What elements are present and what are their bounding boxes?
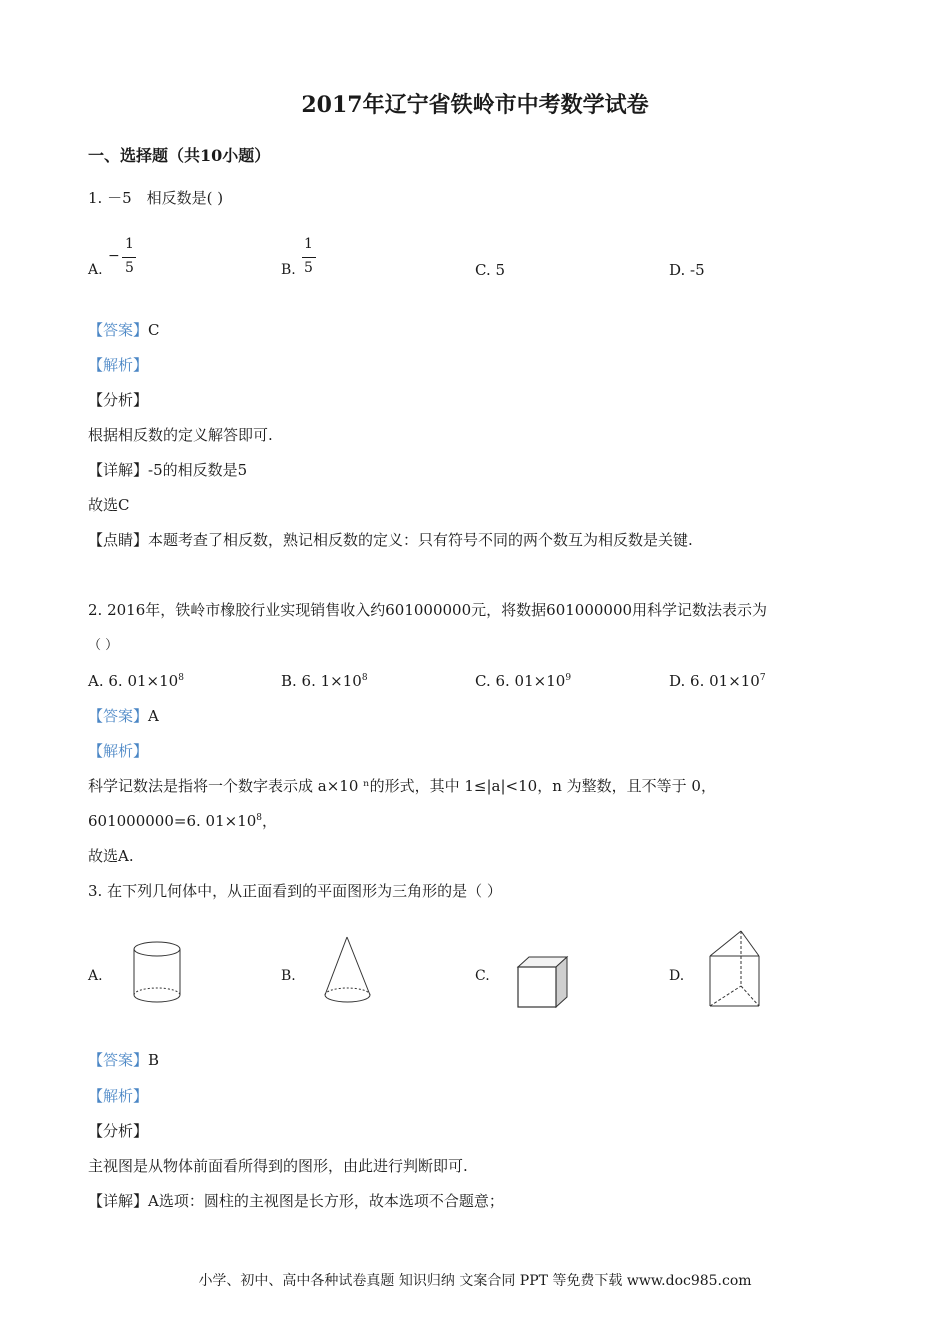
q2-choose: 故选A. (88, 847, 134, 865)
question-2-stem: 2. 2016年，铁岭市橡胶行业实现销售收入约601000000元，将数据601000000用科学记数法表示为 (88, 601, 768, 619)
q2-answer: 【答案】A (88, 707, 159, 725)
q3-option-c-label: C. (475, 968, 490, 984)
q2-analysis-line-2: 601000000=6. $01\times 10^8$， (88, 812, 278, 830)
q1-fenxi: 根据相反数的定义解答即可. (88, 426, 273, 444)
q1-answer: 【答案】C (88, 321, 160, 339)
q1-dianjing: 【点睛】本题考查了相反数，熟记相反数的定义：只有符号不同的两个数互为相反数是关键. (88, 531, 693, 549)
triangular-prism-icon (709, 930, 761, 1010)
q1-fenxi-tag: 【分析】 (88, 391, 149, 409)
question-2-stem-bracket: （ ） (88, 638, 119, 653)
q1-option-b-fraction (300, 236, 320, 284)
q3-fenxi-tag: 【分析】 (88, 1122, 149, 1140)
page-footer: 小学、初中、高中各种试卷真题 知识归纳 文案合同 PPT 等免费下载 www.doc985.com (198, 1273, 752, 1289)
q2-analysis-line-1: 科学记数法是指将一个数字表示成 a×10 ⁿ的形式，其中 1≤|a|<10，n 为整数，且不等于 0， (88, 777, 716, 795)
q1-option-c: C. 5 (475, 261, 506, 279)
minus-sign: − (108, 248, 120, 264)
q1-analysis-tag: 【解析】 (88, 356, 149, 374)
numerator: 1 (304, 236, 313, 252)
page-title: 2017年辽宁省铁岭市中考数学试卷 (301, 92, 649, 118)
cube-icon (517, 955, 569, 1011)
question-1-stem: 1. －5 相反数是( ) (88, 189, 224, 207)
cone-icon (323, 935, 373, 1007)
q3-option-d-label: D. (669, 968, 685, 984)
q2-option-c: C. 6. $01\times 10^9$ (475, 672, 572, 690)
denominator: 5 (125, 260, 134, 276)
q2-analysis-tag: 【解析】 (88, 742, 149, 760)
q3-detail: 【详解】A选项：圆柱的主视图是长方形，故本选项不合题意； (88, 1192, 504, 1210)
q2-option-a: A. 6. $01\times 10^8$ (88, 672, 184, 690)
q1-detail: 【详解】-5的相反数是5 (88, 461, 248, 479)
q1-option-a-fraction (108, 236, 138, 284)
question-3-stem: 3. 在下列几何体中，从正面看到的平面图形为三角形的是（ ） (88, 882, 502, 900)
q3-analysis-tag: 【解析】 (88, 1087, 149, 1105)
q3-fenxi: 主视图是从物体前面看所得到的图形，由此进行判断即可. (88, 1157, 468, 1175)
denominator: 5 (304, 260, 313, 276)
cylinder-icon (133, 940, 183, 1006)
q2-option-d: D. 6. $01\times 10^7$ (669, 672, 766, 690)
q1-option-d: D. -5 (669, 261, 705, 279)
q1-option-a-label: A. (88, 262, 103, 278)
numerator: 1 (125, 236, 134, 252)
q1-choose: 故选C (88, 496, 130, 514)
q3-option-b-label: B. (281, 968, 296, 984)
section-heading: 一、选择题（共10小题） (88, 146, 271, 165)
q2-option-b: B. 6. $1\times 10^8$ (281, 672, 368, 690)
q3-answer: 【答案】B (88, 1051, 160, 1069)
q1-option-b-label: B. (281, 262, 296, 278)
q3-option-a-label: A. (88, 968, 103, 984)
